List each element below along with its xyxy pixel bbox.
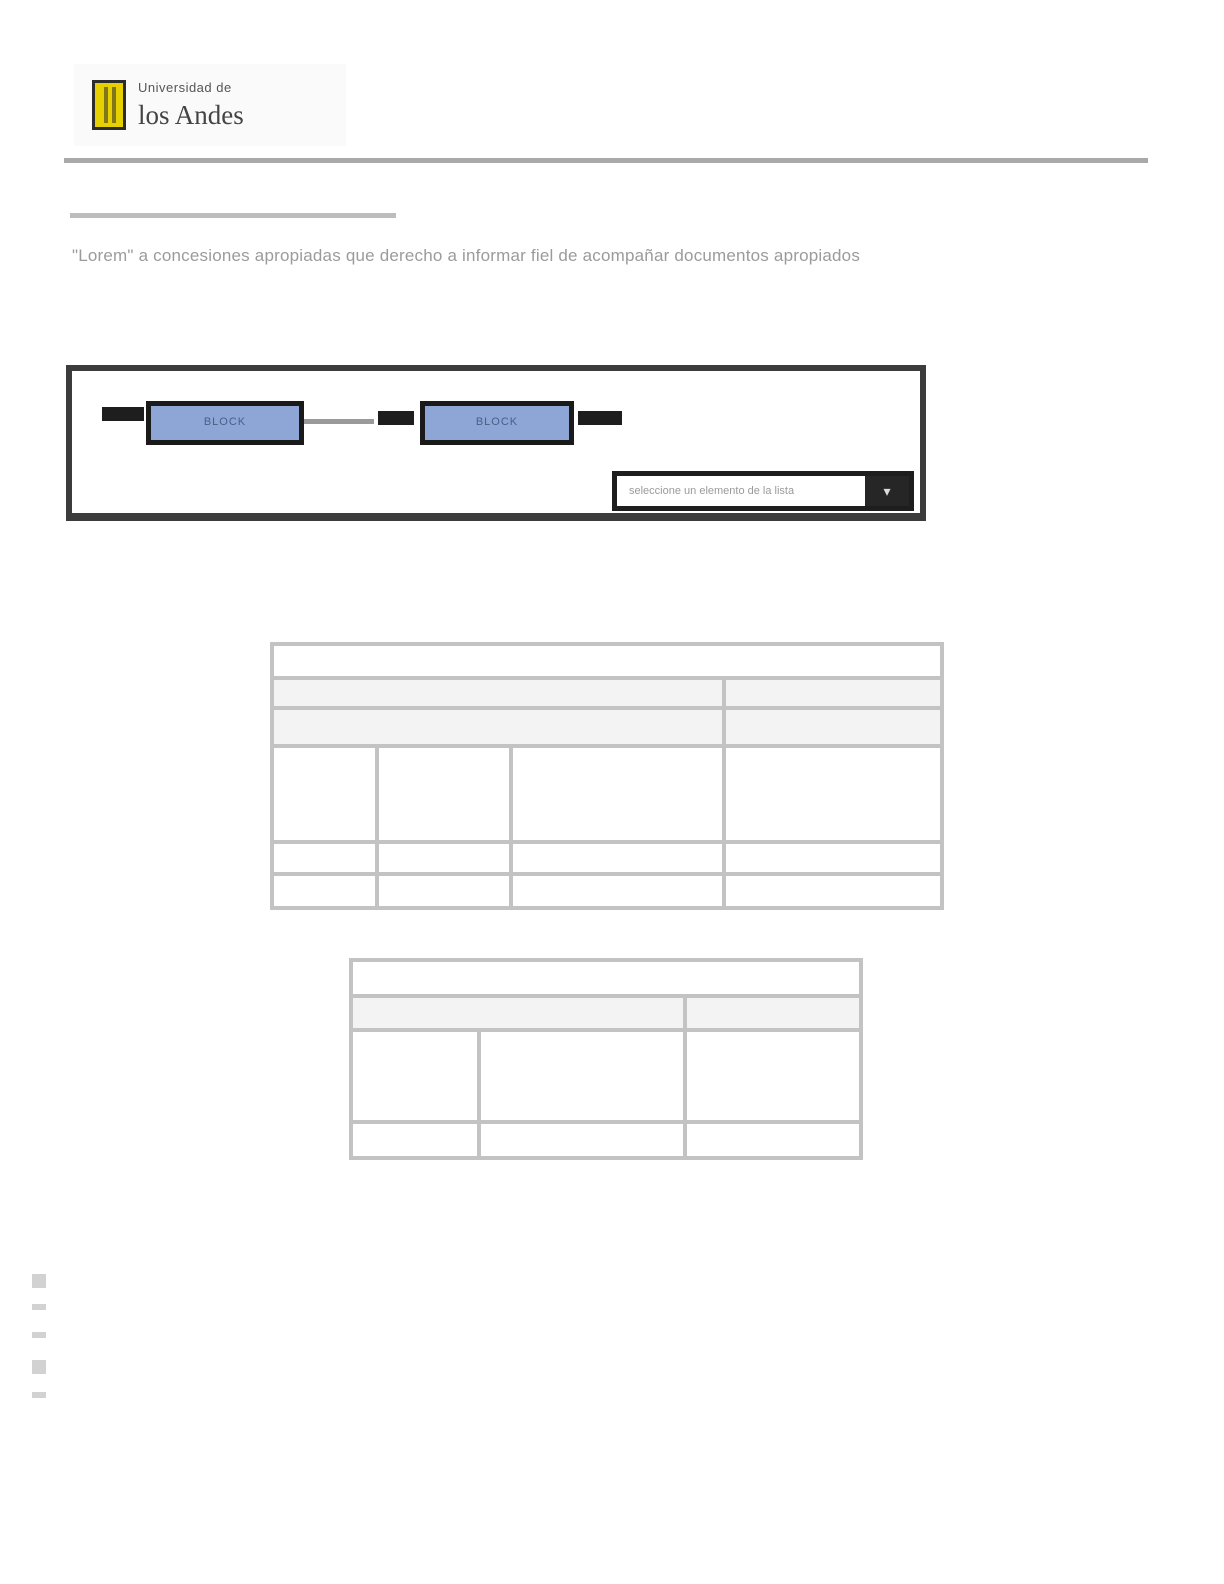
logo-text-top: Universidad de [138, 80, 232, 95]
table-cell [479, 1122, 685, 1158]
table-cell [351, 960, 861, 996]
connector-wire [304, 419, 374, 424]
table-cell [351, 1122, 479, 1158]
table-cell [377, 874, 511, 908]
bullet-marker [32, 1332, 46, 1338]
table-row [272, 708, 942, 746]
bullet-marker [32, 1392, 46, 1398]
table-cell [685, 1030, 861, 1122]
diagram-block-1-label: BLOCK [203, 416, 247, 428]
header-divider [64, 158, 1148, 163]
table-cell [272, 644, 942, 678]
bullet-marker [32, 1274, 46, 1288]
table-row [272, 678, 942, 708]
table-cell [351, 1030, 479, 1122]
table-cell [272, 874, 377, 908]
table-cell [724, 842, 942, 874]
diagram-dropdown[interactable] [612, 471, 914, 511]
table-cell [272, 842, 377, 874]
table-cell [351, 996, 685, 1030]
section-title-rule [70, 213, 396, 218]
table-cell [511, 746, 724, 842]
table-cell [377, 746, 511, 842]
table-row [351, 1122, 861, 1158]
table-cell [479, 1030, 685, 1122]
block-diagram [66, 365, 926, 521]
table-cell [685, 996, 861, 1030]
table-row [272, 644, 942, 678]
table-cell [724, 746, 942, 842]
chevron-down-icon[interactable]: ▾ [865, 476, 909, 506]
intro-paragraph: "Lorem" a concesiones apropiadas que derecho a informar fiel de acompañar documentos apropiados [72, 246, 861, 265]
diagram-block-2-label: BLOCK [475, 416, 519, 428]
table-cell [724, 678, 942, 708]
table-cell [377, 842, 511, 874]
data-table-2 [349, 958, 863, 1160]
logo-text-bottom: los Andes [138, 100, 244, 130]
table-row [351, 960, 861, 996]
diagram-block-2[interactable] [420, 401, 574, 445]
bullet-marker [32, 1360, 46, 1374]
table-cell [685, 1122, 861, 1158]
table-cell [511, 842, 724, 874]
diagram-block-1[interactable] [146, 401, 304, 445]
table-cell [511, 874, 724, 908]
table-cell [724, 874, 942, 908]
output-pin [578, 411, 622, 425]
table-cell [272, 708, 724, 746]
table-cell [272, 678, 724, 708]
logo-emblem [92, 80, 126, 130]
middle-pin [378, 411, 414, 425]
table-row [351, 996, 861, 1030]
table-row [272, 842, 942, 874]
table-cell [724, 708, 942, 746]
bullet-marker [32, 1304, 46, 1310]
dropdown-value: seleccione un elemento de la lista [629, 485, 795, 497]
table-cell [272, 746, 377, 842]
university-logo [74, 64, 346, 146]
table-row [272, 874, 942, 908]
input-pin [102, 407, 144, 421]
data-table-1 [270, 642, 944, 910]
table-row [351, 1030, 861, 1122]
table-row [272, 746, 942, 842]
